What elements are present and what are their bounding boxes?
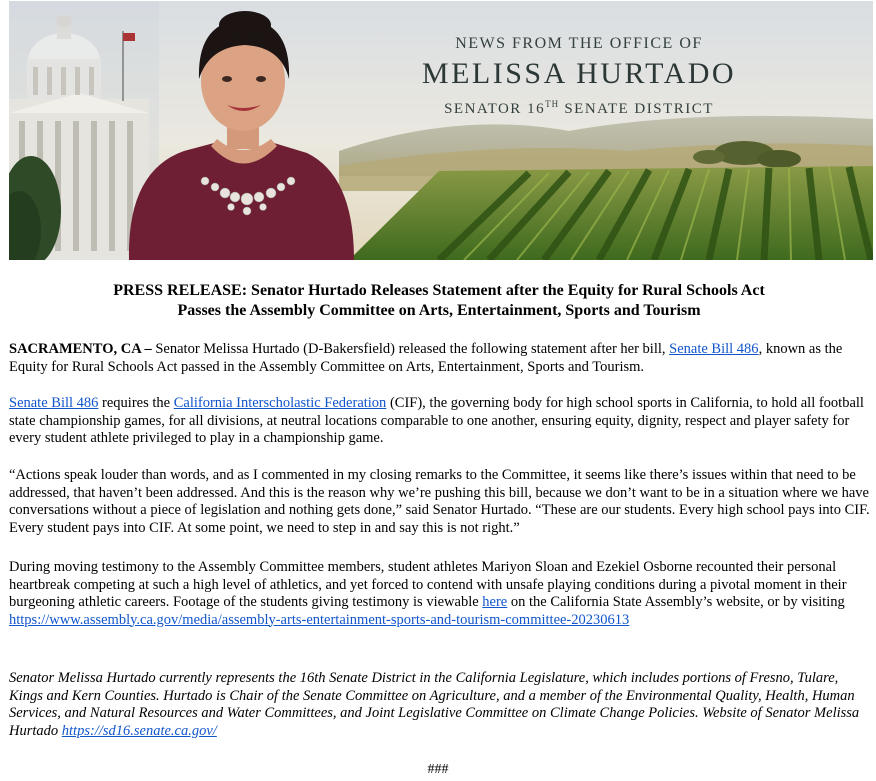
banner-district [369,99,789,118]
banner-heading [369,35,789,118]
bill-summary-text-b: (CIF), the governing body for high school sports in California, to hold all football state championship games, for all divisions, at neutral locations comparable to one another, ensuring equity, dignity, respect and player safety for every student athlete privileged to play in a championship game. [9,395,864,446]
paragraph-quote [9,467,871,537]
testimony-text-a: During moving testimony to the Assembly Committee members, student athletes Mariyon Sloan and Ezekiel Osborne recounted their personal heartbreak competing at such a high level of athletics, and yet forced to contend with unsafe playing conditions during a pivotal moment in their burgeoning athletic careers. Footage of the students giving testimony is viewable [9,559,847,610]
assembly-committee-url-link[interactable]: https://www.assembly.ca.gov/media/assembly-arts-entertainment-sports-and-tourism-committee-20230613 [9,611,630,628]
intro-text-b: , known as the Equity for Rural Schools Act passed in the Assembly Committee on Arts, Entertainment, Sports and Tourism. [9,341,843,375]
dateline: SACRAMENTO, CA – [9,341,152,357]
banner-senator-name: MELISSA HURTADO [421,57,737,90]
title-line-2: Passes the Assembly Committee on Arts, Entertainment, Sports and Tourism [177,302,701,319]
paragraph-testimony [9,559,871,629]
press-release-title [9,281,869,321]
banner-office-label: NEWS FROM THE OFFICE OF [455,35,703,52]
paragraph-intro [9,341,871,376]
testimony-here-link[interactable]: here [482,594,508,610]
senate-bill-486-link-2[interactable]: Senate Bill 486 [9,395,99,411]
paragraph-bill-summary [9,395,871,448]
district-ordinal-suffix: TH [545,99,560,109]
end-mark: ### [427,762,449,777]
district-suffix: SENATE DISTRICT [559,101,714,117]
bio-text: Senator Melissa Hurtado currently represents the 16th Senate District in the California Legislature, which includes portions of Fresno, Tulare, Kings and Kern Counties. Hurtado is Chair of the Senate Committee on Agriculture, and a member of the Environmental Quality, Health, Human Services, and Natural Resources and Water Committees, and Joint Legislative Committee on Climate Change Policies. Website of Senator Melissa Hurtado [9,670,860,739]
cif-link[interactable]: California Interscholastic Federation [173,395,387,411]
senate-bill-486-link[interactable]: Senate Bill 486 [669,341,759,357]
quote-text: “Actions speak louder than words, and as I commented in my closing remarks to the Committee, it seems like there’s issues within that need to be addressed, that haven’t been addressed. And this is the reason why we’re pushing this bill, because we don’t want to be in a situation where we have conversations without a piece of legislation and nothing gets done,” said Senator Hurtado. “These are our students. Every high school pays into CIF. Every student pays into CIF. At some point, we need to step in and say this is not right.” [9,467,870,536]
senator-website-link[interactable]: https://sd16.senate.ca.gov/ [61,722,217,739]
header-banner [9,1,873,260]
title-line-1: PRESS RELEASE: Senator Hurtado Releases Statement after the Equity for Rural Schools Act [113,282,765,299]
intro-text-a: Senator Melissa Hurtado (D-Bakersfield) released the following statement after her bill, [151,341,670,357]
bill-summary-text-a: requires the [98,395,174,411]
district-prefix: SENATOR 16 [444,101,546,117]
paragraph-bio [9,670,871,740]
testimony-text-b: on the California State Assembly’s website, or by visiting [507,594,845,610]
